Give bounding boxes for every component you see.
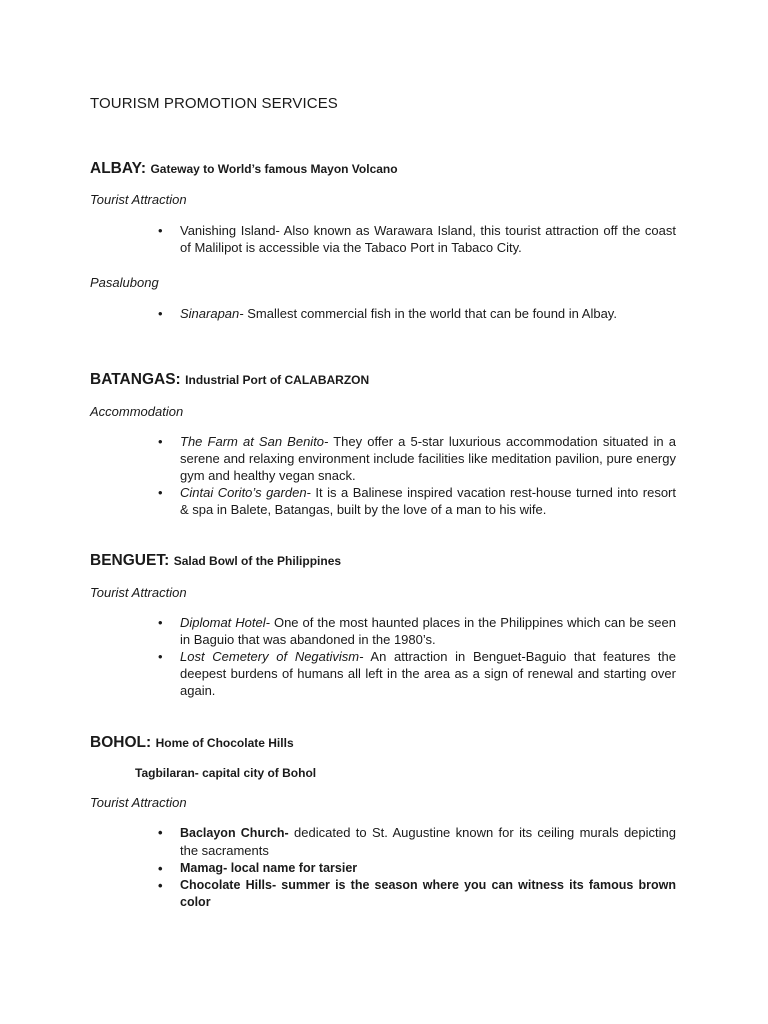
item-list — [0, 433, 676, 518]
item-description: An attraction in Benguet-Baguio that features the deepest burdens of humans all left in the area as a sign of renewal and starting over again. — [180, 649, 676, 698]
capital-note: Tagbilaran- capital city of Bohol — [135, 766, 317, 780]
bullet-icon: • — [158, 878, 163, 893]
province-name: BOHOL: — [90, 734, 152, 751]
item-name: Cintai Corito’s garden- — [180, 485, 311, 500]
item-description: Also known as Warawara Island, this tourist attraction off the coast of Malilipot is accessible via the Tabaco Port in Tabaco City. — [180, 223, 676, 255]
province-name: BATANGAS: — [90, 371, 181, 388]
list-item — [0, 484, 676, 518]
item-description: They offer a 5-star luxurious accommodation situated in a serene and relaxing environment include facilities like meditation pavilion, pure energy gym and healthy vegan snack. — [180, 434, 676, 483]
item-description: It is a Balinese inspired vacation rest-house turned into resort & spa in Balete, Batangas, built by the love of a man to his wife. — [180, 485, 676, 517]
section-label: Tourist Attraction — [90, 795, 187, 810]
item-description: Smallest commercial fish in the world that can be found in Albay. — [243, 306, 617, 321]
item-name: The Farm at San Benito- — [180, 434, 329, 449]
province-tagline: Industrial Port of CALABARZON — [185, 373, 370, 387]
document-title: TOURISM PROMOTION SERVICES — [90, 95, 338, 112]
item-description: dedicated to St. Augustine known for its ceiling murals depicting the sacraments — [180, 825, 676, 858]
bullet-icon: • — [158, 485, 163, 500]
section-label: Pasalubong — [90, 275, 159, 290]
list-item — [0, 614, 676, 648]
item-name: Lost Cemetery of Negativism- — [180, 649, 364, 664]
bullet-icon: • — [158, 649, 163, 664]
province-tagline: Salad Bowl of the Philippines — [173, 554, 342, 568]
item-text: Mamag- local name for tarsier — [180, 861, 358, 875]
bullet-icon: • — [158, 306, 163, 321]
item-text: Chocolate Hills- summer is the season where you can witness its famous brown color — [180, 878, 676, 909]
item-list — [0, 305, 676, 322]
section-label: Tourist Attraction — [90, 585, 187, 600]
list-item — [0, 222, 676, 256]
list-item — [0, 860, 676, 877]
bullet-icon: • — [158, 825, 163, 840]
province-heading-albay — [90, 160, 398, 178]
list-item — [0, 877, 676, 911]
list-item — [0, 433, 676, 484]
list-item — [0, 305, 676, 322]
bullet-icon: • — [158, 434, 163, 449]
bullet-icon: • — [158, 615, 163, 630]
province-heading-benguet — [90, 552, 341, 570]
province-tagline: Gateway to World’s famous Mayon Volcano — [150, 162, 398, 176]
item-name: Diplomat Hotel- — [180, 615, 270, 630]
item-list — [0, 614, 676, 699]
item-list — [0, 824, 676, 911]
item-name: Vanishing Island- — [180, 223, 280, 238]
province-heading-batangas — [90, 371, 369, 389]
list-item — [0, 648, 676, 699]
section-label: Tourist Attraction — [90, 192, 187, 207]
province-name: ALBAY: — [90, 160, 146, 177]
list-item — [0, 824, 676, 860]
province-name: BENGUET: — [90, 552, 170, 569]
item-name: Sinarapan- — [180, 306, 244, 321]
item-list — [0, 222, 676, 256]
section-label: Accommodation — [90, 404, 184, 419]
bullet-icon: • — [158, 223, 163, 238]
item-name: Baclayon Church- — [180, 826, 289, 840]
province-heading-bohol — [90, 734, 294, 752]
province-tagline: Home of Chocolate Hills — [155, 736, 294, 750]
bullet-icon: • — [158, 861, 163, 876]
item-description: One of the most haunted places in the Philippines which can be seen in Baguio that was abandoned in the 1980’s. — [180, 615, 676, 647]
